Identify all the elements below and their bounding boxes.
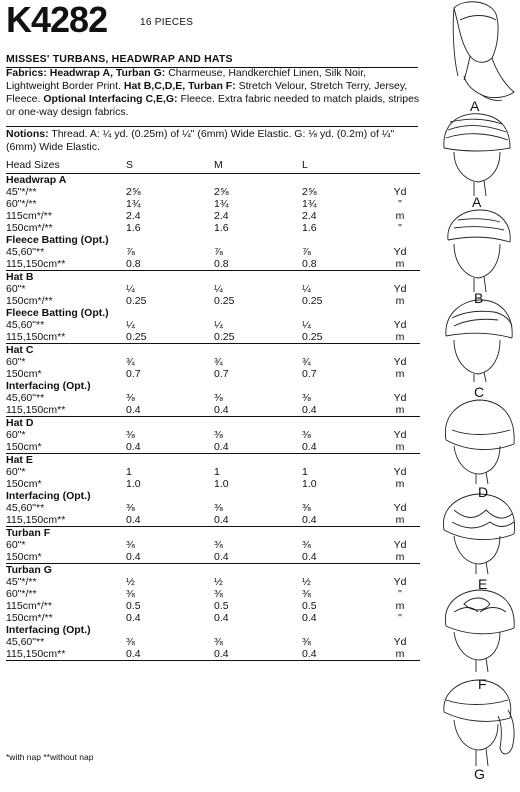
table-cell: 0.4 (126, 648, 214, 661)
size-label: 60"* (6, 429, 26, 441)
size-label: 115,150cm** (6, 258, 126, 271)
group-label: Turban G (6, 564, 52, 576)
notions-label: Notions: (6, 128, 49, 140)
size-label: 60"*/** (6, 588, 37, 600)
size-label: 115,150cm** (6, 648, 126, 661)
table-row (6, 514, 420, 527)
table-cell (214, 307, 302, 319)
figure-column (424, 0, 520, 787)
table-cell: ¾ (302, 356, 311, 368)
table-cell: 1.0 (126, 478, 141, 490)
table-cell: ⅜ (126, 502, 135, 514)
size-label: 115cm*/** (6, 600, 52, 612)
table-cell: m (395, 478, 405, 490)
group-label: Turban F (6, 527, 51, 539)
size-label: 45,60"** (6, 392, 45, 404)
table-cell: 0.4 (126, 514, 214, 527)
table-cell: ⅞ (302, 246, 311, 258)
column-header: L (302, 157, 380, 174)
fabrics-text-2: Charmeuse, Handkerchief Linen, Silk Noir, Lightweight Border Print. (6, 67, 367, 92)
table-group-row (6, 307, 420, 319)
table-cell (302, 271, 380, 284)
table-cell (302, 454, 380, 467)
yardage-table (6, 157, 420, 661)
table-cell: 0.4 (302, 514, 380, 527)
table-cell: ⅜ (214, 539, 223, 551)
table-cell: 0.4 (126, 404, 214, 417)
table-cell (380, 271, 420, 284)
column-header-head-sizes: Head Sizes (6, 157, 126, 174)
hat-b-illustration (448, 210, 510, 292)
fabrics-text-4: Stretch Velour, Stretch Terry, Jersey, Fleece. (6, 80, 408, 105)
table-row (6, 404, 420, 417)
header (6, 0, 107, 40)
table-cell: ½ (214, 576, 223, 588)
group-label: Interfacing (Opt.) (6, 380, 91, 392)
table-row (6, 648, 420, 661)
figure-label-a2: A (472, 194, 482, 210)
table-group-row (6, 234, 420, 246)
figure-label-a: A (470, 98, 480, 114)
table-cell: Yd (393, 186, 407, 198)
table-cell (302, 527, 380, 540)
table-cell (126, 564, 214, 577)
table-cell: 0.4 (214, 441, 302, 454)
fabrics-text-5: Optional Interfacing C,E,G: (43, 93, 178, 105)
size-label: 60"* (6, 356, 26, 368)
size-label: 150cm* (6, 368, 42, 380)
table-cell (214, 490, 302, 502)
size-label: 60"*/** (6, 198, 37, 210)
table-cell: Yd (393, 356, 407, 368)
table-cell: ⅜ (214, 588, 223, 600)
table-row (6, 246, 420, 258)
table-cell: 1 (302, 466, 308, 478)
table-group-row (6, 417, 420, 430)
figure-label-g: G (474, 766, 485, 782)
table-cell: 1.6 (302, 222, 317, 234)
table-cell: 1¾ (126, 198, 141, 210)
table-row (6, 636, 420, 648)
group-label: Fleece Batting (Opt.) (6, 307, 109, 319)
table-cell (126, 380, 214, 392)
table-cell: ⅜ (126, 392, 135, 404)
fabrics-paragraph (6, 67, 420, 119)
table-row (6, 478, 420, 490)
table-row (6, 576, 420, 588)
table-cell: 2⅝ (302, 186, 317, 198)
table-row (6, 319, 420, 331)
table-cell: ¼ (302, 283, 311, 295)
table-cell (126, 454, 214, 467)
table-cell (380, 234, 420, 246)
size-label: 60"* (6, 466, 26, 478)
table-cell: 2⅝ (126, 186, 141, 198)
fabrics-rule (6, 126, 418, 127)
table-cell: 1.6 (126, 222, 141, 234)
hat-e-illustration (443, 494, 514, 574)
table-cell: Yd (393, 636, 407, 648)
group-label: Hat D (6, 417, 34, 429)
table-row (6, 466, 420, 478)
hat-d-illustration (445, 400, 514, 484)
group-label: Fleece Batting (Opt.) (6, 234, 109, 246)
table-cell: Yd (393, 246, 407, 258)
figure-label-b: B (474, 290, 484, 306)
figure-label-f: F (478, 676, 487, 692)
table-cell: 1¾ (214, 198, 229, 210)
table-cell: " (398, 198, 402, 210)
table-cell: ⅜ (214, 502, 223, 514)
table-cell (126, 417, 214, 430)
table-group-row (6, 490, 420, 502)
table-cell (214, 564, 302, 577)
table-cell: 0.4 (214, 648, 302, 661)
table-cell: " (398, 612, 402, 624)
size-label: 60"* (6, 283, 26, 295)
table-cell: m (380, 514, 420, 527)
table-row (6, 441, 420, 454)
table-cell: m (380, 258, 420, 271)
table-cell: m (380, 404, 420, 417)
table-cell: 0.4 (302, 612, 317, 624)
table-row (6, 356, 420, 368)
table-cell (302, 624, 380, 636)
table-cell (302, 234, 380, 246)
table-cell: ¾ (214, 356, 223, 368)
table-cell: ⅜ (126, 588, 135, 600)
column-header: M (214, 157, 302, 174)
table-row (6, 210, 420, 222)
table-cell (380, 174, 420, 187)
table-cell: ⅞ (126, 246, 135, 258)
notions-paragraph (6, 128, 420, 154)
table-group-row (6, 564, 420, 577)
table-cell: 1 (214, 466, 220, 478)
table-cell (126, 624, 214, 636)
table-group-row (6, 527, 420, 540)
table-cell: ⅜ (214, 636, 223, 648)
table-cell (214, 344, 302, 357)
size-label: 150cm* (6, 478, 42, 490)
table-cell: Yd (393, 283, 407, 295)
table-row (6, 222, 420, 234)
table-cell: ⅜ (302, 588, 311, 600)
table-cell: 0.25 (214, 331, 302, 344)
size-label: 115,150cm** (6, 331, 126, 344)
table-cell: 2.4 (302, 210, 317, 222)
column-header: S (126, 157, 214, 174)
figure-illustrations (424, 0, 520, 787)
table-cell (214, 527, 302, 540)
size-label: 45"*/** (6, 576, 37, 588)
table-cell: 1.0 (214, 478, 229, 490)
size-label: 115cm*/** (6, 210, 52, 222)
pieces-count: 16 PIECES (140, 17, 194, 28)
table-cell: m (395, 368, 405, 380)
table-cell: m (380, 441, 420, 454)
figure-label-d: D (478, 484, 489, 500)
fabrics-text-1: Headwrap A, Turban G: (46, 67, 166, 79)
table-header-row (6, 157, 420, 174)
table-cell: ¼ (126, 319, 135, 331)
table-cell (214, 624, 302, 636)
turban-f-illustration (445, 590, 514, 672)
table-cell (380, 380, 420, 392)
table-cell: ⅜ (302, 502, 311, 514)
table-cell: ⅜ (214, 429, 223, 441)
size-label: 150cm* (6, 441, 126, 454)
table-row (6, 612, 420, 624)
turban-g-illustration (444, 680, 514, 766)
pattern-number: K4282 (6, 0, 108, 40)
table-cell: ¼ (302, 319, 311, 331)
table-cell: 0.4 (302, 648, 380, 661)
table-cell: ¼ (214, 283, 223, 295)
table-cell: 0.4 (214, 514, 302, 527)
table-cell (126, 174, 214, 187)
table-cell (380, 307, 420, 319)
footnote: *with nap **without nap (6, 752, 94, 762)
table-cell (214, 454, 302, 467)
table-cell (126, 271, 214, 284)
table-row (6, 429, 420, 441)
table-cell: Yd (393, 502, 407, 514)
table-cell: 0.4 (214, 612, 229, 624)
table-group-row (6, 271, 420, 284)
table-cell: 0.5 (126, 600, 141, 612)
table-cell: ⅞ (214, 246, 223, 258)
table-cell (302, 564, 380, 577)
table-cell: 1 (126, 466, 132, 478)
table-cell: m (380, 648, 420, 661)
column-header (380, 157, 420, 174)
table-group-row (6, 380, 420, 392)
table-cell: ⅜ (126, 429, 135, 441)
table-cell: 1.6 (214, 222, 229, 234)
table-cell: ½ (302, 576, 311, 588)
table-cell (302, 307, 380, 319)
figure-label-c: C (474, 384, 485, 400)
table-cell (126, 307, 214, 319)
table-cell (380, 454, 420, 467)
group-label: Interfacing (Opt.) (6, 624, 91, 636)
table-row (6, 392, 420, 404)
table-cell (380, 624, 420, 636)
table-cell (380, 527, 420, 540)
table-cell (214, 271, 302, 284)
table-row (6, 600, 420, 612)
table-cell: ½ (126, 576, 135, 588)
table-row (6, 295, 420, 307)
table-cell (214, 417, 302, 430)
table-cell: Yd (393, 466, 407, 478)
size-label: 115,150cm** (6, 404, 126, 417)
size-label: 45,60"** (6, 636, 45, 648)
table-cell: Yd (393, 429, 407, 441)
table-cell: m (395, 600, 405, 612)
table-row (6, 368, 420, 380)
table-cell: ¾ (126, 356, 135, 368)
table-group-row (6, 344, 420, 357)
turban-a-illustration (444, 114, 510, 196)
table-row (6, 502, 420, 514)
table-cell: 0.4 (214, 551, 302, 564)
table-cell: 0.8 (214, 258, 302, 271)
size-label: 150cm*/** (6, 222, 53, 234)
size-label: 45,60"** (6, 246, 45, 258)
table-group-row (6, 174, 420, 187)
notions-text: Thread. A: ¼ yd. (0.25m) of ¼" (6mm) Wide Elastic. G: ⅛ yd. (0.2m) of ¼" (6mm) Wide Elastic. (6, 128, 395, 153)
size-label: 45,60"** (6, 502, 45, 514)
table-cell (302, 174, 380, 187)
table-cell: Yd (393, 319, 407, 331)
group-label: Headwrap A (6, 174, 67, 186)
group-label: Hat C (6, 344, 34, 356)
table-cell: 0.4 (214, 404, 302, 417)
headwrap-a-illustration (453, 2, 514, 101)
table-row (6, 539, 420, 551)
table-cell: 0.4 (302, 551, 380, 564)
table-cell: 0.25 (126, 295, 147, 307)
table-group-row (6, 454, 420, 467)
size-label: 45,60"** (6, 319, 45, 331)
table-cell (126, 344, 214, 357)
table-row (6, 551, 420, 564)
table-cell: Yd (393, 539, 407, 551)
table-cell: 0.7 (214, 368, 229, 380)
table-cell: ¼ (214, 319, 223, 331)
table-cell: 1¾ (302, 198, 317, 210)
table-cell: ⅜ (214, 392, 223, 404)
size-label: 60"* (6, 539, 26, 551)
table-cell: m (380, 331, 420, 344)
table-cell: 0.25 (302, 295, 323, 307)
table-cell (302, 380, 380, 392)
table-row (6, 331, 420, 344)
size-label: 45"*/** (6, 186, 37, 198)
table-cell: 1.0 (302, 478, 317, 490)
table-cell: Yd (393, 576, 407, 588)
table-cell (380, 417, 420, 430)
table-cell (302, 417, 380, 430)
table-cell: ⅜ (302, 392, 311, 404)
table-cell (380, 490, 420, 502)
table-cell (302, 490, 380, 502)
table-cell: 0.8 (126, 258, 214, 271)
table-cell: ⅜ (302, 636, 311, 648)
table-cell: 0.4 (126, 612, 141, 624)
table-cell: " (398, 588, 402, 600)
size-label: 150cm*/** (6, 612, 53, 624)
table-cell (380, 344, 420, 357)
table-cell (126, 490, 214, 502)
table-cell (126, 234, 214, 246)
table-cell: 0.8 (302, 258, 380, 271)
size-label: 150cm*/** (6, 295, 53, 307)
table-cell: 0.5 (214, 600, 229, 612)
fabrics-text-3: Hat B,C,D,E, Turban F: (123, 80, 236, 92)
table-row (6, 198, 420, 210)
hat-c-illustration (446, 300, 512, 382)
table-cell: 0.25 (214, 295, 235, 307)
table-cell (214, 380, 302, 392)
table-cell: ⅜ (302, 429, 311, 441)
table-cell: 2.4 (126, 210, 141, 222)
table-cell: ¼ (126, 283, 135, 295)
pattern-title: MISSES' TURBANS, HEADWRAP AND HATS (6, 53, 233, 65)
group-label: Hat E (6, 454, 33, 466)
table-cell: m (395, 295, 405, 307)
table-group-row (6, 624, 420, 636)
table-row (6, 258, 420, 271)
table-cell: 0.4 (302, 404, 380, 417)
group-label: Hat B (6, 271, 34, 283)
table-cell: 0.4 (126, 441, 214, 454)
table-cell: 0.25 (302, 331, 380, 344)
table-cell (302, 344, 380, 357)
table-cell: 2.4 (214, 210, 229, 222)
table-row (6, 283, 420, 295)
table-cell (380, 564, 420, 577)
table-row (6, 186, 420, 198)
fabrics-label: Fabrics: (6, 67, 47, 79)
table-row (6, 588, 420, 600)
table-cell (214, 234, 302, 246)
table-cell: 0.25 (126, 331, 214, 344)
table-cell: ⅜ (126, 636, 135, 648)
table-cell (214, 174, 302, 187)
figure-label-e: E (478, 576, 488, 592)
table-cell: 0.5 (302, 600, 317, 612)
table-cell: 0.4 (126, 551, 214, 564)
fabrics-text-6: Fleece. Extra fabric needed to match plaids, stripes or one-way design fabrics. (6, 93, 420, 118)
group-label: Interfacing (Opt.) (6, 490, 91, 502)
table-cell: 0.4 (302, 441, 380, 454)
table-cell: Yd (393, 392, 407, 404)
size-label: 115,150cm** (6, 514, 126, 527)
table-cell: 0.7 (126, 368, 141, 380)
table-cell: 0.7 (302, 368, 317, 380)
table-cell: ⅜ (126, 539, 135, 551)
table-cell: 2⅝ (214, 186, 229, 198)
table-cell: ⅜ (302, 539, 311, 551)
table-cell: m (380, 551, 420, 564)
table-cell: " (398, 222, 402, 234)
table-cell (126, 527, 214, 540)
table-cell: m (395, 210, 405, 222)
size-label: 150cm* (6, 551, 126, 564)
